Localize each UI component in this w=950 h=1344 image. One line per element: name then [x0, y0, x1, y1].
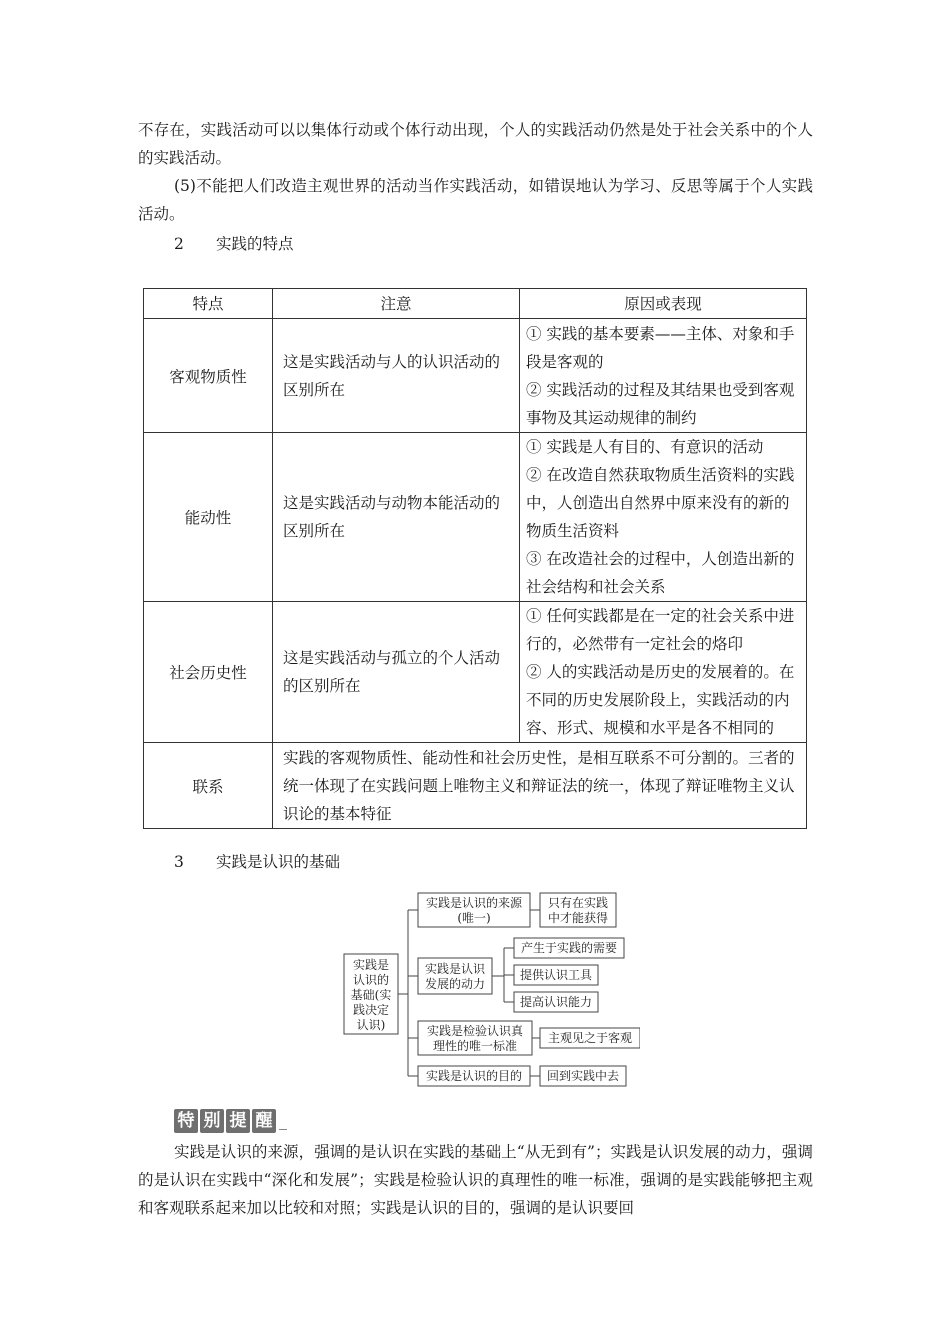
tip-badge-char: 醒 — [252, 1109, 276, 1133]
power-item-label: 提供认识工具 — [519, 968, 593, 982]
reason-item: ① 实践是人有目的、有意识的活动 — [526, 438, 764, 456]
table-row — [144, 319, 807, 433]
practice-features-table — [143, 288, 807, 829]
intro-paragraph-1: 不存在，实践活动可以以集体行动或个体行动出现，个人的实践活动仍然是处于社会关系中的个人的实践活动。 — [138, 121, 813, 167]
header-reason: 原因或表现 — [520, 289, 807, 319]
root-label: 认识) — [356, 1018, 386, 1032]
power-label: 实践是认识 — [424, 962, 486, 976]
source-label: 实践是认识的来源 — [425, 896, 523, 910]
section-2-title: 实践的特点 — [216, 235, 294, 253]
feature-cell: 客观物质性 — [144, 319, 273, 433]
note-cell: 这是实践活动与人的认识活动的区别所在 — [273, 319, 520, 433]
goal-detail-label: 回到实践中去 — [546, 1069, 620, 1083]
link-cell: 实践的客观物质性、能动性和社会历史性，是相互联系不可分割的。三者的统一体现了在实践问题上唯物主义和辩证法的统一，体现了辩证唯物主义认识论的基本特征 — [273, 743, 807, 829]
standard-detail-label: 主观见之于客观 — [547, 1031, 633, 1045]
reason-cell — [520, 602, 807, 743]
root-label: 践决定 — [352, 1003, 390, 1017]
tip-badge-char: 别 — [200, 1109, 224, 1133]
table-row — [144, 433, 807, 602]
reason-item: ② 人的实践活动是历史的发展着的。在不同的历史发展阶段上，实践活动的内容、形式、规模和水平是各不相同的 — [526, 663, 795, 737]
reason-cell — [520, 319, 807, 433]
root-label: 实践是 — [352, 958, 390, 972]
note-cell: 这是实践活动与动物本能活动的区别所在 — [273, 433, 520, 602]
source-label: (唯一) — [457, 911, 491, 925]
reason-item: ③ 在改造社会的过程中，人创造出新的社会结构和社会关系 — [526, 550, 795, 596]
section-2-heading — [174, 230, 294, 258]
standard-label: 实践是检验认识真 — [426, 1024, 524, 1038]
practice-basis-diagram — [340, 888, 640, 1088]
feature-cell: 能动性 — [144, 433, 273, 602]
reason-item: ① 实践的基本要素——主体、对象和手段是客观的 — [526, 324, 795, 371]
section-3-number: 3 — [174, 853, 184, 871]
header-feature: 特点 — [144, 289, 273, 319]
standard-label: 理性的唯一标准 — [432, 1039, 518, 1053]
note-cell: 这是实践活动与孤立的个人活动的区别所在 — [273, 602, 520, 743]
power-item-label: 提高认识能力 — [519, 995, 593, 1009]
goal-label: 实践是认识的目的 — [425, 1069, 523, 1083]
special-tip-badge — [174, 1108, 287, 1134]
table-row-link — [144, 743, 807, 829]
power-item-label: 产生于实践的需要 — [520, 941, 618, 955]
power-label: 发展的动力 — [424, 977, 486, 991]
tip-paragraph: 实践是认识的来源，强调的是认识在实践的基础上“从无到有”；实践是认识发展的动力，强调的是认识在实践中“深化和发展”；实践是检验认识的真理性的唯一标准，强调的是实践能够把主观和客观联系起来加以比较和对照；实践是认识的目的，强调的是认识要回 — [138, 1143, 813, 1217]
source-detail-label: 中才能获得 — [547, 911, 609, 925]
table-row — [144, 602, 807, 743]
reason-item: ① 任何实践都是在一定的社会关系中进行的，必然带有一定社会的烙印 — [526, 607, 795, 653]
source-detail-label: 只有在实践 — [547, 896, 609, 910]
reason-cell — [520, 433, 807, 602]
section-3-heading — [174, 848, 340, 876]
intro-paragraph-2: (5)不能把人们改造主观世界的活动当作实践活动，如错误地认为学习、反思等属于个人实践活动。 — [138, 177, 813, 223]
feature-cell: 社会历史性 — [144, 602, 273, 743]
root-label: 基础(实 — [350, 988, 392, 1002]
table-header-row — [144, 289, 807, 319]
tip-badge-char: 特 — [174, 1109, 198, 1133]
reason-item: ② 实践活动的过程及其结果也受到客观事物及其运动规律的制约 — [526, 380, 795, 427]
tip-badge-tail — [279, 1125, 287, 1130]
tip-badge-char: 提 — [226, 1109, 250, 1133]
feature-cell: 联系 — [144, 743, 273, 829]
section-3-title: 实践是认识的基础 — [216, 853, 341, 871]
section-2-number: 2 — [174, 235, 184, 253]
header-note: 注意 — [273, 289, 520, 319]
root-label: 认识的 — [352, 973, 390, 987]
reason-item: ② 在改造自然获取物质生活资料的实践中，人创造出自然界中原来没有的新的物质生活资料 — [526, 466, 795, 540]
